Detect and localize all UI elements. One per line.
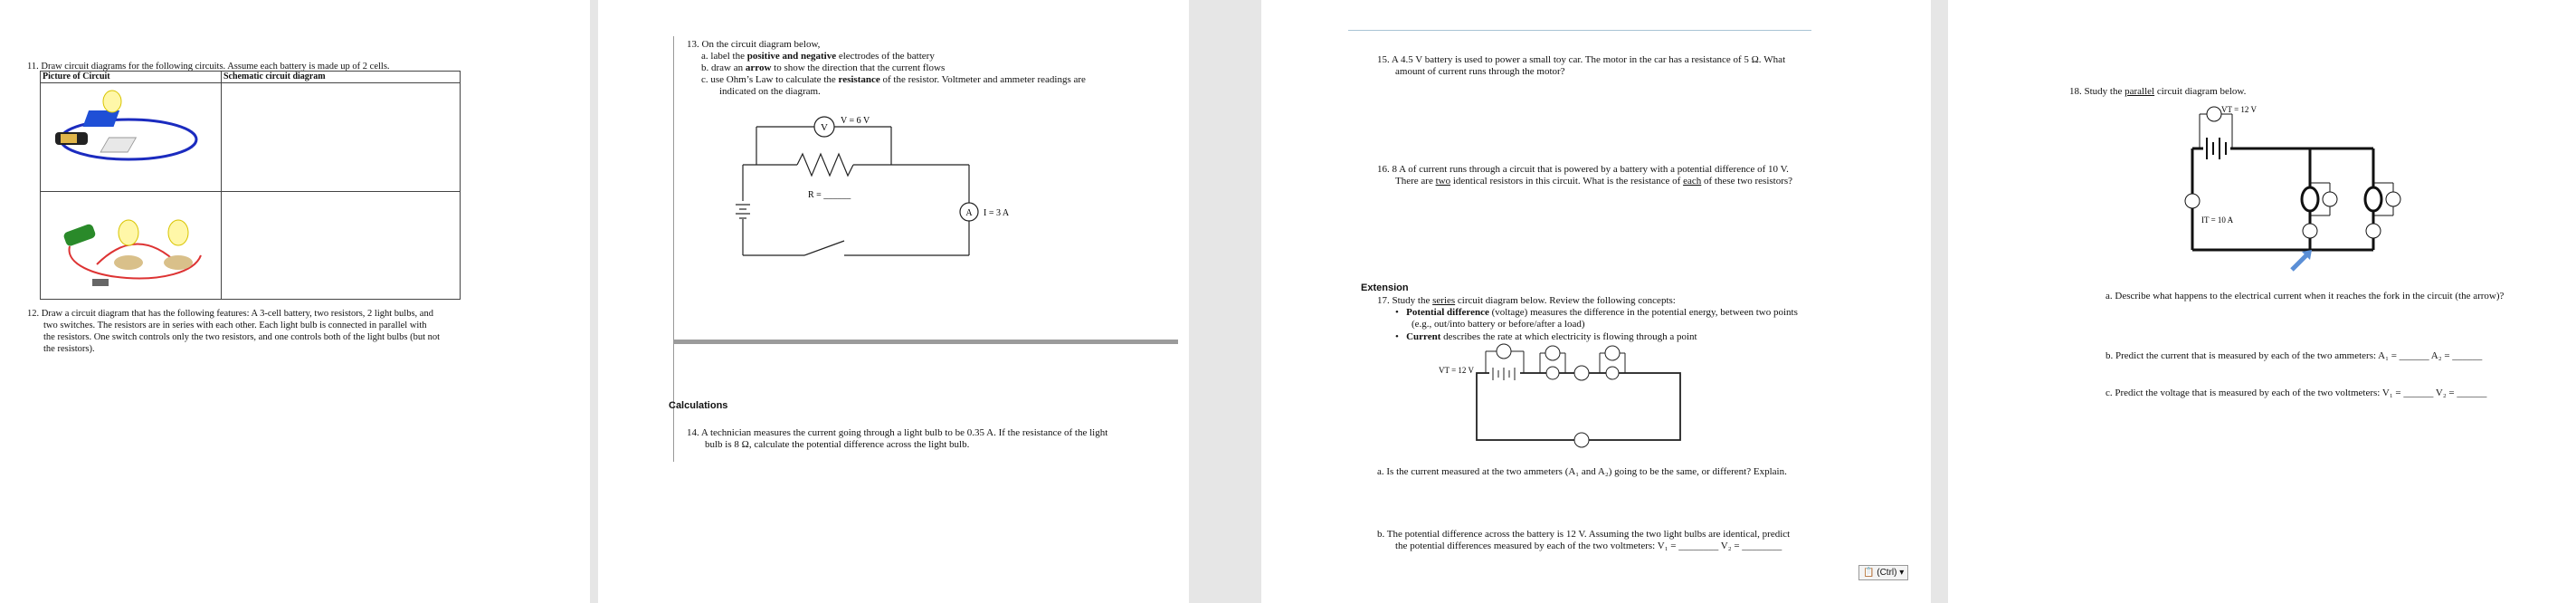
question-18-a: a. Describe what happens to the electrical current when it reaches the fork in the circuit (the arrow)? <box>2105 291 2505 302</box>
document-page-1 <box>0 0 590 603</box>
bullet-potential-difference-line-2: (e.g., out/into battery or before/after a load) <box>1412 319 1585 330</box>
ohms-law-circuit <box>743 110 1010 264</box>
circuit-photo-1 <box>43 83 214 183</box>
question-16-line-1: 16. 8 A of current runs through a circuit that is powered by a battery with a potential difference of 10 V. <box>1377 164 1789 175</box>
voltage-label: V = 6 V <box>841 116 870 126</box>
question-14-line-2: bulb is 8 Ω, calculate the potential difference across the light bulb. <box>705 439 970 450</box>
question-17: 17. Study the series circuit diagram below. Review the following concepts: <box>1377 295 1676 306</box>
picture-cell-1 <box>41 83 222 192</box>
ammeter-symbol: A <box>965 208 973 218</box>
question-18-b: b. Predict the current that is measured by each of the two ammeters: A₁ = ______ A₂ = ______ <box>2105 350 2483 361</box>
left-margin-line <box>673 36 674 462</box>
question-11: 11. Draw circuit diagrams for the following circuits. Assume each battery is made up of 2 cells. <box>27 62 390 72</box>
question-18-c: c. Predict the voltage that is measured by each of the two voltmeters: V₁ = ______ V₂ = ______ <box>2105 388 2487 398</box>
bullet-potential-difference: • Potential difference (voltage) measures the difference in the potential energy, between two points <box>1395 307 1798 318</box>
schematic-cell-1[interactable] <box>222 83 461 192</box>
current-label: I = 3 A <box>984 208 1010 218</box>
question-13-c-line-2: indicated on the diagram. <box>719 86 821 97</box>
document-page-2 <box>598 0 1189 603</box>
question-15-line-1: 15. A 4.5 V battery is used to power a small toy car. The motor in the car has a resistance of 5 Ω. What <box>1377 54 1786 65</box>
col-picture: Picture of Circuit <box>41 72 222 83</box>
vt-label-parallel: VT = 12 V <box>2221 105 2257 114</box>
bullet-current: • Current describes the rate at which electricity is flowing through a point <box>1395 331 1697 342</box>
voltmeter-symbol: V <box>821 122 828 133</box>
vt-label: VT = 12 V <box>1439 366 1474 375</box>
question-12-line-3: the resistors. One switch controls only the two resistors, and one controls both of the light bulbs (but not <box>43 332 441 342</box>
question-18: 18. Study the parallel circuit diagram below. <box>2069 86 2247 97</box>
question-16-line-2: There are two identical resistors in this circuit. What is the resistance of each of these two resistors? <box>1395 176 1793 187</box>
circuit-table <box>40 71 461 300</box>
calculations-heading: Calculations <box>669 400 728 411</box>
question-12-line-4: the resistors). <box>43 344 95 354</box>
section-divider <box>673 340 1178 344</box>
clipboard-icon: 📋 <box>1863 568 1875 578</box>
it-label: IT = 10 A <box>2201 215 2234 225</box>
question-13-b: b. draw an arrow to show the direction that the current flows <box>701 62 946 73</box>
question-13: 13. On the circuit diagram below, <box>687 39 821 50</box>
document-page-3 <box>1261 0 1931 603</box>
schematic-cell-2[interactable] <box>222 192 461 300</box>
circuit-photo-2 <box>43 192 214 293</box>
series-circuit <box>1439 346 1692 455</box>
question-17-b-line-2: the potential differences measured by each of the two voltmeters: V₁ = ________ V₂ = ________ <box>1395 541 1782 551</box>
question-12-line-2: two switches. The resistors are in series with each other. Each light bulb is connected in parallel with <box>43 321 427 330</box>
question-17-a: a. Is the current measured at the two ammeters (A₁ and A₂) going to be the same, or different? Explain. <box>1377 466 1787 477</box>
question-15-line-2: amount of current runs through the motor? <box>1395 66 1565 77</box>
question-12-line-1: 12. Draw a circuit diagram that has the following features: A 3-cell battery, two resistors, 2 light bulbs, and <box>27 309 433 319</box>
parallel-circuit <box>2183 101 2455 264</box>
resistance-label: R = ______ <box>808 190 851 200</box>
header-rule <box>1348 30 1811 31</box>
question-17-b-line-1: b. The potential difference across the battery is 12 V. Assuming the two light bulbs are identical, predict <box>1377 529 1791 540</box>
question-14-line-1: 14. A technician measures the current going through a light bulb to be 0.35 A. If the resistance of the light <box>687 427 1108 438</box>
col-schematic: Schematic circuit diagram <box>222 72 461 83</box>
paste-options-button[interactable]: 📋 (Ctrl) ▾ <box>1858 565 1908 580</box>
question-13-a: a. label the positive and negative electrodes of the battery <box>701 51 935 62</box>
question-13-c: c. use Ohm’s Law to calculate the resistance of the resistor. Voltmeter and ammeter readings are <box>701 74 1086 85</box>
picture-cell-2 <box>41 192 222 300</box>
extension-heading: Extension <box>1361 282 1409 293</box>
document-page-4 <box>1948 0 2576 603</box>
